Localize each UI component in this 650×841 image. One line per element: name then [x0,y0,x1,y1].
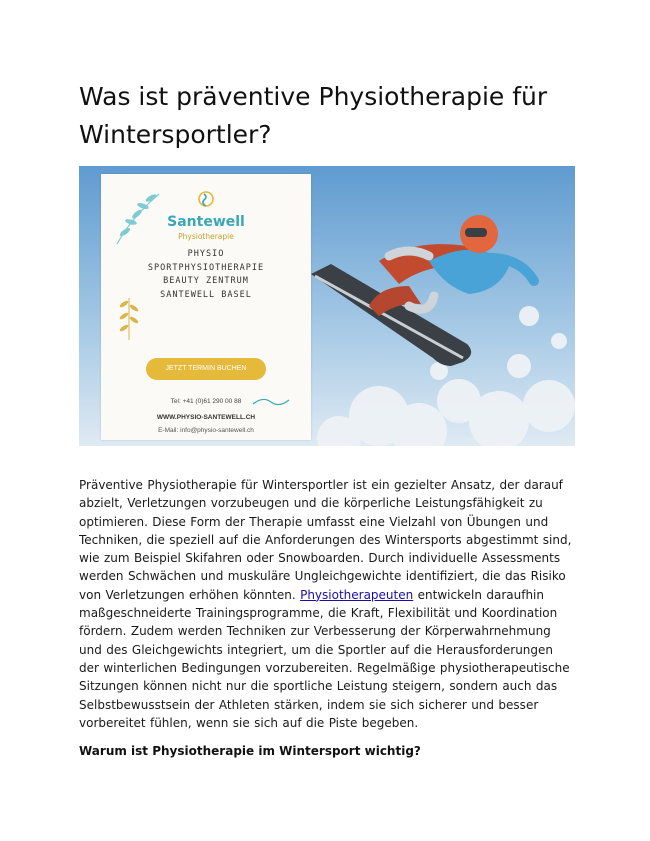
service-item: PHYSIO [187,249,225,259]
wave-line-icon [251,396,291,408]
section-subheading: Warum ist Physiotherapie im Wintersport wichtig? [79,744,421,758]
physiotherapeuten-link[interactable]: Physiotherapeuten [300,587,414,602]
santewell-logo-icon [198,188,214,210]
article-title: Was ist präventive Physiotherapie für Wintersportler? [79,82,548,149]
paragraph-text-part-1: Präventive Physiotherapie für Wintersportler ist ein gezielter Ansatz, der darauf abzielt, Verletzungen vorzubeugen und die körperliche Leistungsfähigkeit zu optimieren. Diese Form der Therapie umfasst eine Vielzahl von Übungen und Techniken, die speziell auf die Anforderungen des Wintersports abgestimmt sind, wie zum Beispiel Skifahren oder Snowboarden. Durch individuelle Assessments werden Schwächen und muskuläre Ungleichgewichte identifiziert, die das Risiko von Verletzungen erhöhen könnten. [79,478,572,602]
leaf-branch-icon [115,294,143,342]
santewell-ad-card[interactable] [101,174,311,440]
paragraph-text-part-2: entwickeln daraufhin maßgeschneiderte Trainingsprogramme, die Kraft, Flexibilität und Koordination fördern. Zudem werden Techniken zur Verbesserung der Körperwahrnehmung und des Gleichgewichts integriert, um die Sportler auf die Herausforderungen der winterlichen Bedingungen vorzubereiten. Regelmäßige physiotherapeutische Sitzungen können nicht nur die sportliche Leistung steigern, sondern auch das Selbstbewusstsein der Athleten stärken, indem sie sich sicherer und besser vorbereitet fühlen, wenn sie sich auf die Piste begeben. [79,587,570,730]
service-item: SPORTPHYSIOTHERAPIE [147,262,265,273]
brand-subtitle: Physiotherapie [178,232,234,241]
promo-banner[interactable] [79,166,575,446]
website-link[interactable]: WWW.PHYSIO-SANTEWELL.CH [156,414,256,421]
article-paragraph [79,476,575,732]
service-item: BEAUTY ZENTRUM [163,276,249,286]
email-address[interactable]: E-Mail: info@physio-santewell.ch [158,427,254,434]
service-item: SANTEWELL BASEL [160,289,252,300]
phone-number: Tel: +41 (0)61 290 00 88 [170,398,242,405]
book-appointment-button[interactable]: JETZT TERMIN BUCHEN [146,358,266,380]
brand-name: Santewell [167,214,245,230]
